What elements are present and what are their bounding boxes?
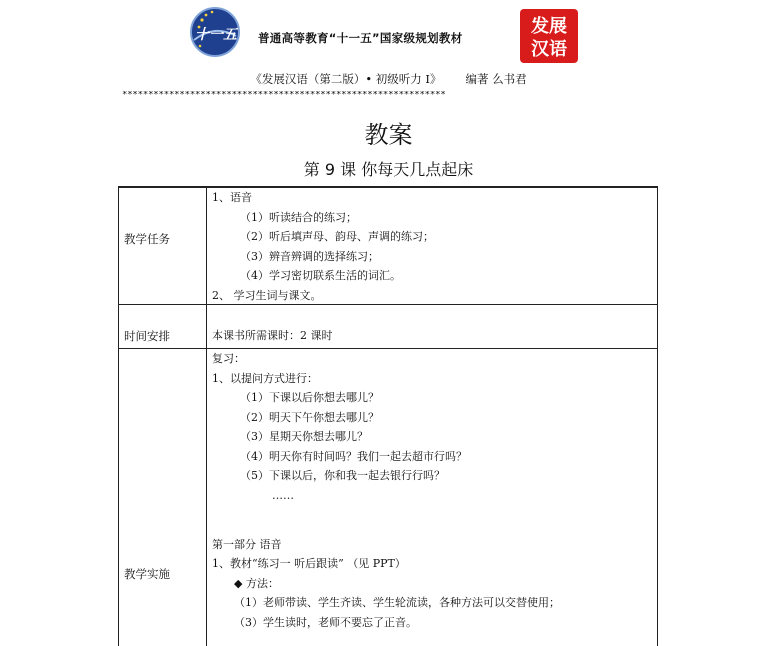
text-line: 1、以提问方式进行： bbox=[212, 371, 318, 385]
blank-line bbox=[212, 505, 652, 525]
text-line: （4）学习密切联系生活的词汇。 bbox=[240, 269, 401, 282]
fazhan-hanyu-logo bbox=[519, 8, 579, 64]
teaching-tasks-cell bbox=[212, 188, 652, 305]
row-label-teaching-tasks: 教学任务 bbox=[124, 232, 170, 246]
lesson-plan-table bbox=[118, 186, 658, 646]
lesson-title: 第 9 课 你每天几点起床 bbox=[303, 160, 474, 179]
book-title: 《发展汉语（第二版）• 初级听力 I》 bbox=[250, 72, 442, 86]
text-line: （2）明天下午你想去哪儿？ bbox=[240, 410, 379, 424]
row-label-schedule: 时间安排 bbox=[124, 329, 170, 343]
text-line: （3）学生读时，老师不要忘了正音。 bbox=[234, 615, 417, 629]
text-line: （1）听读结合的练习； bbox=[240, 210, 357, 224]
table-column-divider bbox=[206, 186, 207, 646]
text-line: 2、 学习生词与课文。 bbox=[212, 288, 322, 302]
text-line: （5）下课以后，你和我一起去银行行吗？ bbox=[240, 469, 445, 482]
text-line: 1、语音 bbox=[212, 191, 252, 204]
table-border-right bbox=[657, 186, 658, 646]
book-info bbox=[0, 71, 777, 87]
schedule-cell bbox=[212, 326, 652, 346]
text-line: （1）下课以后你想去哪儿？ bbox=[240, 391, 379, 404]
logo-line2: 汉语 bbox=[531, 39, 567, 60]
text-line: 1、教材“练习一 听后跟读” （见 PPT） bbox=[212, 557, 406, 570]
text-line: （1）老师带读、学生齐读、学生轮流读，各种方法可以交替使用； bbox=[234, 596, 560, 609]
text-line: 复习： bbox=[212, 352, 245, 365]
logo-line1: 发展 bbox=[531, 16, 567, 37]
series-text: 普通高等教育“十一五”国家级规划教材 bbox=[258, 31, 463, 45]
eleventh-five-year-logo bbox=[190, 6, 240, 58]
text-line: （3）辨音辨调的选择练习； bbox=[240, 249, 379, 263]
table-border-left bbox=[118, 186, 119, 646]
implementation-cell bbox=[212, 349, 652, 632]
text-line: ◆ 方法： bbox=[234, 576, 279, 590]
text-line: …… bbox=[272, 488, 294, 502]
author: 编著 么书君 bbox=[465, 72, 527, 86]
separator-stars: ************************************************************** bbox=[122, 91, 446, 99]
text-line: 本课书所需课时：2 课时 bbox=[212, 329, 333, 342]
document-title: 教案 bbox=[364, 121, 413, 149]
text-line: 第一部分 语音 bbox=[212, 537, 282, 551]
text-line: （2）听后填声母、韵母、声调的练习； bbox=[240, 230, 434, 243]
row-label-implementation: 教学实施 bbox=[124, 567, 170, 581]
text-line: （3）星期天你想去哪儿？ bbox=[240, 430, 368, 443]
logo-text: 十一五 bbox=[195, 27, 237, 43]
text-line: （4）明天你有时间吗？我们一起去超市行吗？ bbox=[240, 449, 467, 463]
